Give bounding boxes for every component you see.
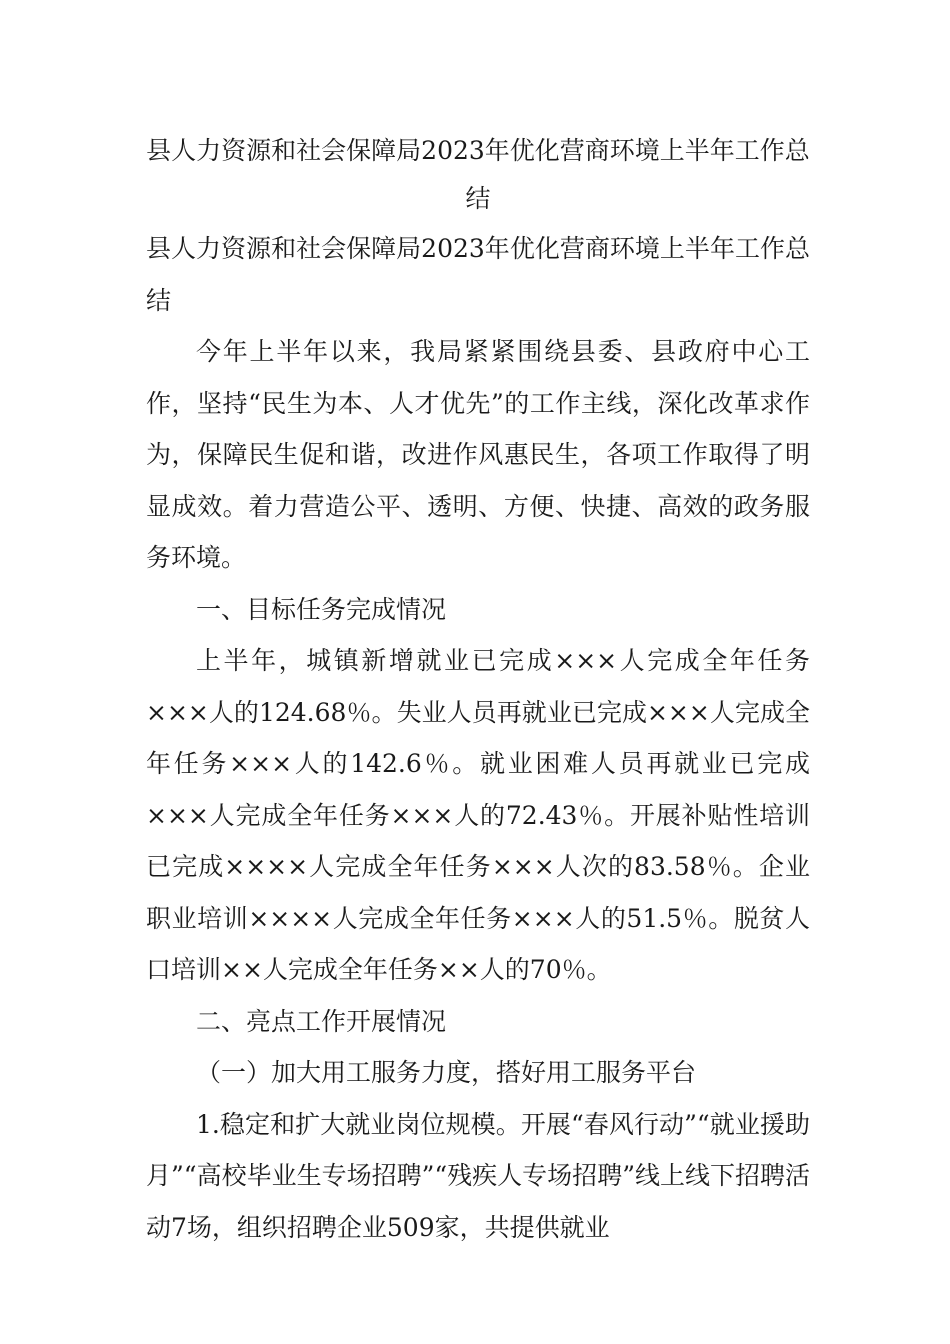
document-body bbox=[146, 127, 810, 1253]
document-title-repeat: 县人力资源和社会保障局2023年优化营商环境上半年工作总结 bbox=[146, 234, 810, 315]
section1-paragraph: 上半年，城镇新增就业已完成×××人完成全年任务×××人的124.68％。失业人员再就业已完成×××人完成全年任务×××人的142.6％。就业困难人员再就业已完成×××人完成全年任务×××人的72.43％。开展补贴性培训已完成××××人完成全年任务×××人次的83.58％。企业职业培训××××人完成全年任务×××人的51.5％。脱贫人口培训××人完成全年任务××人的70％。 bbox=[146, 646, 810, 984]
document-title: 县人力资源和社会保障局2023年优化营商环境上半年工作总结 bbox=[146, 136, 810, 213]
intro-paragraph: 今年上半年以来，我局紧紧围绕县委、县政府中心工作，坚持“民生为本、人才优先”的工作主线，深化改革求作为，保障民生促和谐，改进作风惠民生，各项工作取得了明显成效。着力营造公平、透明、方便、快捷、高效的政务服务环境。 bbox=[146, 337, 810, 572]
section2-heading: 二、亮点工作开展情况 bbox=[196, 1006, 447, 1036]
item1-paragraph: 1.稳定和扩大就业岗位规模。开展“春风行动”“就业援助月”“高校毕业生专场招聘”“残疾人专场招聘”线上线下招聘活动7场，组织招聘企业509家，共提供就业 bbox=[146, 1109, 810, 1242]
section1-heading: 一、目标任务完成情况 bbox=[196, 594, 447, 624]
subsection1-heading: （一）加大用工服务力度，搭好用工服务平台 bbox=[196, 1058, 697, 1087]
